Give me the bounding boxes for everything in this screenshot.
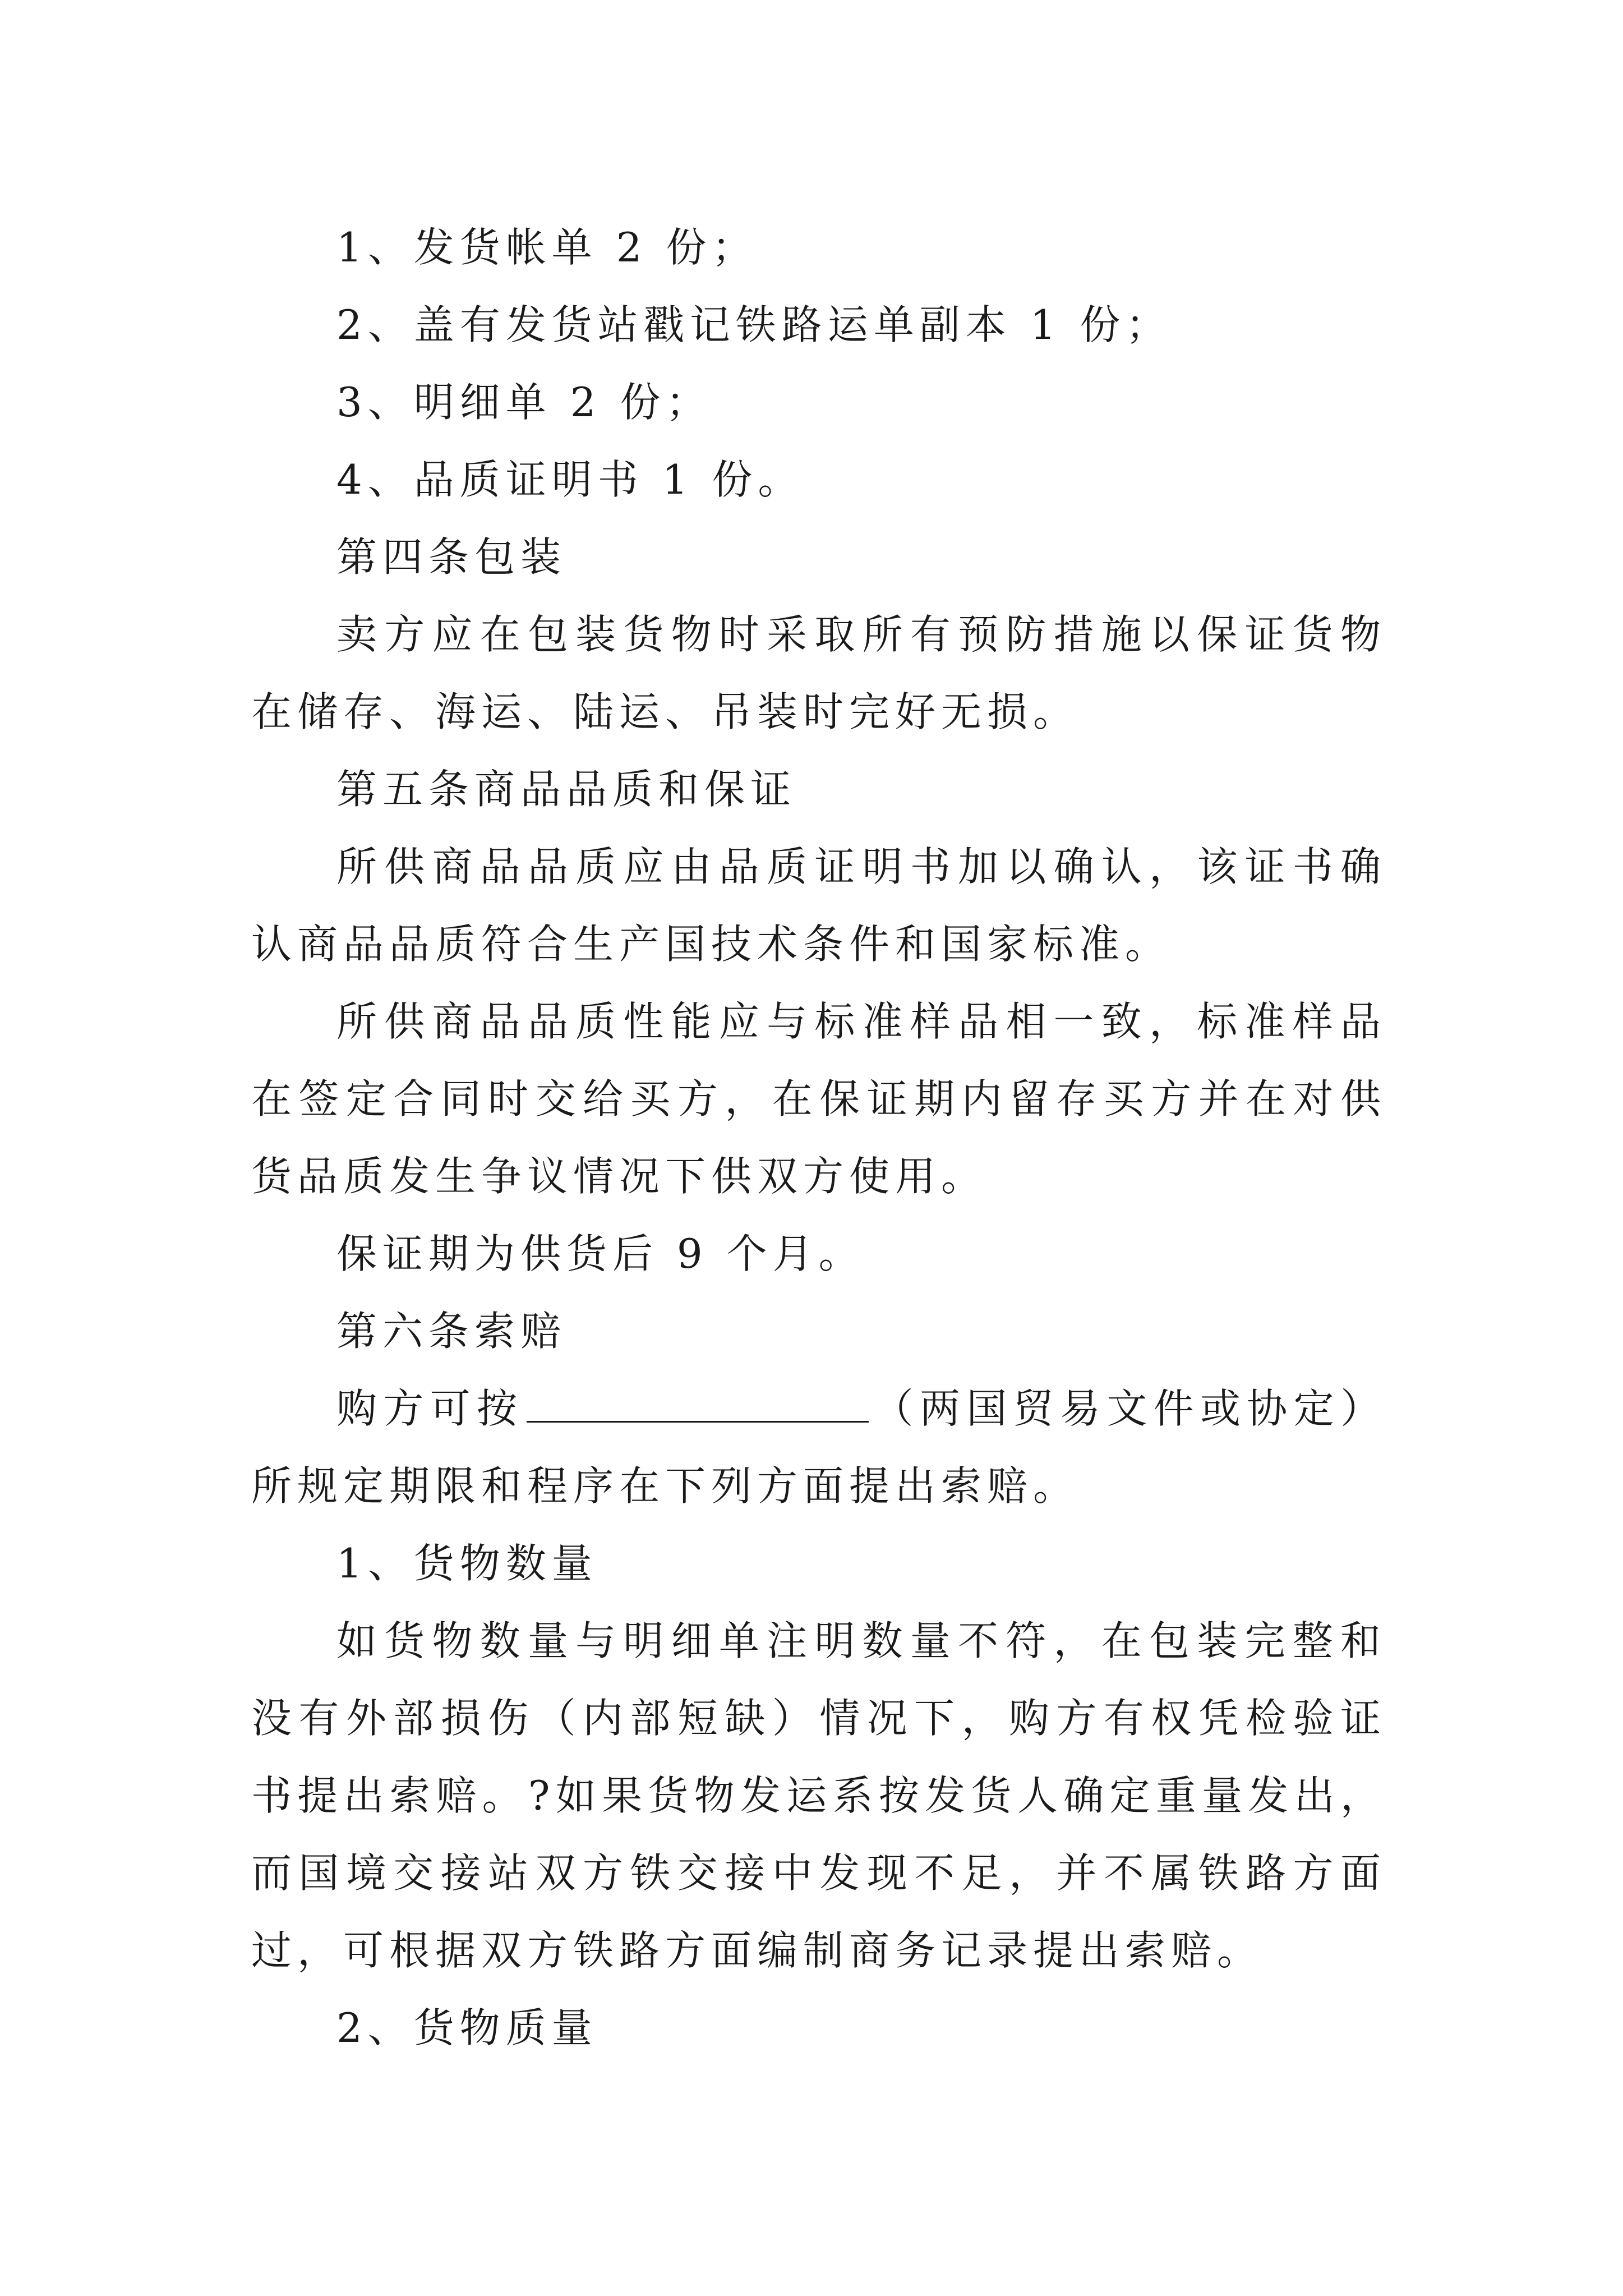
shipping-doc-item-2: 2、盖有发货站戳记铁路运单副本 1 份； xyxy=(336,301,1172,348)
article-6-text-before-blank: 购方可按 xyxy=(336,1385,524,1432)
article-5-paragraph-2: 所供商品品质性能应与标准样品相一致，标准样品在签定合同时交给买方，在保证期内留存买方并在对供货品质发生争议情况下供双方使用。 xyxy=(251,998,1386,1200)
article-4-text: 卖方应在包装货物时采取所有预防措施以保证货物在储存、海运、陆运、吊装时完好无损。 xyxy=(251,611,1386,735)
shipping-doc-item-4: 4、品质证明书 1 份。 xyxy=(336,456,804,503)
article-6-heading: 第六条索赔 xyxy=(336,1308,567,1355)
article-6-item-1-text: 如货物数量与明细单注明数量不符，在包装完整和没有外部损伤（内部短缺）情况下，购方有权凭检验证书提出索赔。?如果货物发运系按发货人确定重量发出，而国境交接站双方铁交接中发现不足，并不属铁路方面过，可根据双方铁路方面编制商务记录提出索赔。 xyxy=(251,1617,1386,1974)
article-6-text-after-blank: （两国贸易文件或协定）所规定期限和程序在下列方面提出索赔。 xyxy=(251,1385,1386,1510)
article-6-item-2-heading: 2、货物质量 xyxy=(336,2004,598,2051)
article-6-paragraph-1 xyxy=(251,1370,1386,1525)
article-6-item-1-heading: 1、货物数量 xyxy=(336,1540,598,1587)
article-5-heading: 第五条商品品质和保证 xyxy=(336,766,797,813)
document-body xyxy=(251,209,1386,2067)
article-5-paragraph-3: 保证期为供货后 9 个月。 xyxy=(336,1230,865,1277)
shipping-doc-item-3: 3、明细单 2 份； xyxy=(336,379,712,426)
fill-in-blank xyxy=(527,1382,869,1423)
shipping-doc-item-1: 1、发货帐单 2 份； xyxy=(336,224,758,271)
article-5-paragraph-1: 所供商品品质应由品质证明书加以确认，该证书确认商品品质符合生产国技术条件和国家标准。 xyxy=(251,843,1386,968)
article-4-heading: 第四条包装 xyxy=(336,533,567,581)
